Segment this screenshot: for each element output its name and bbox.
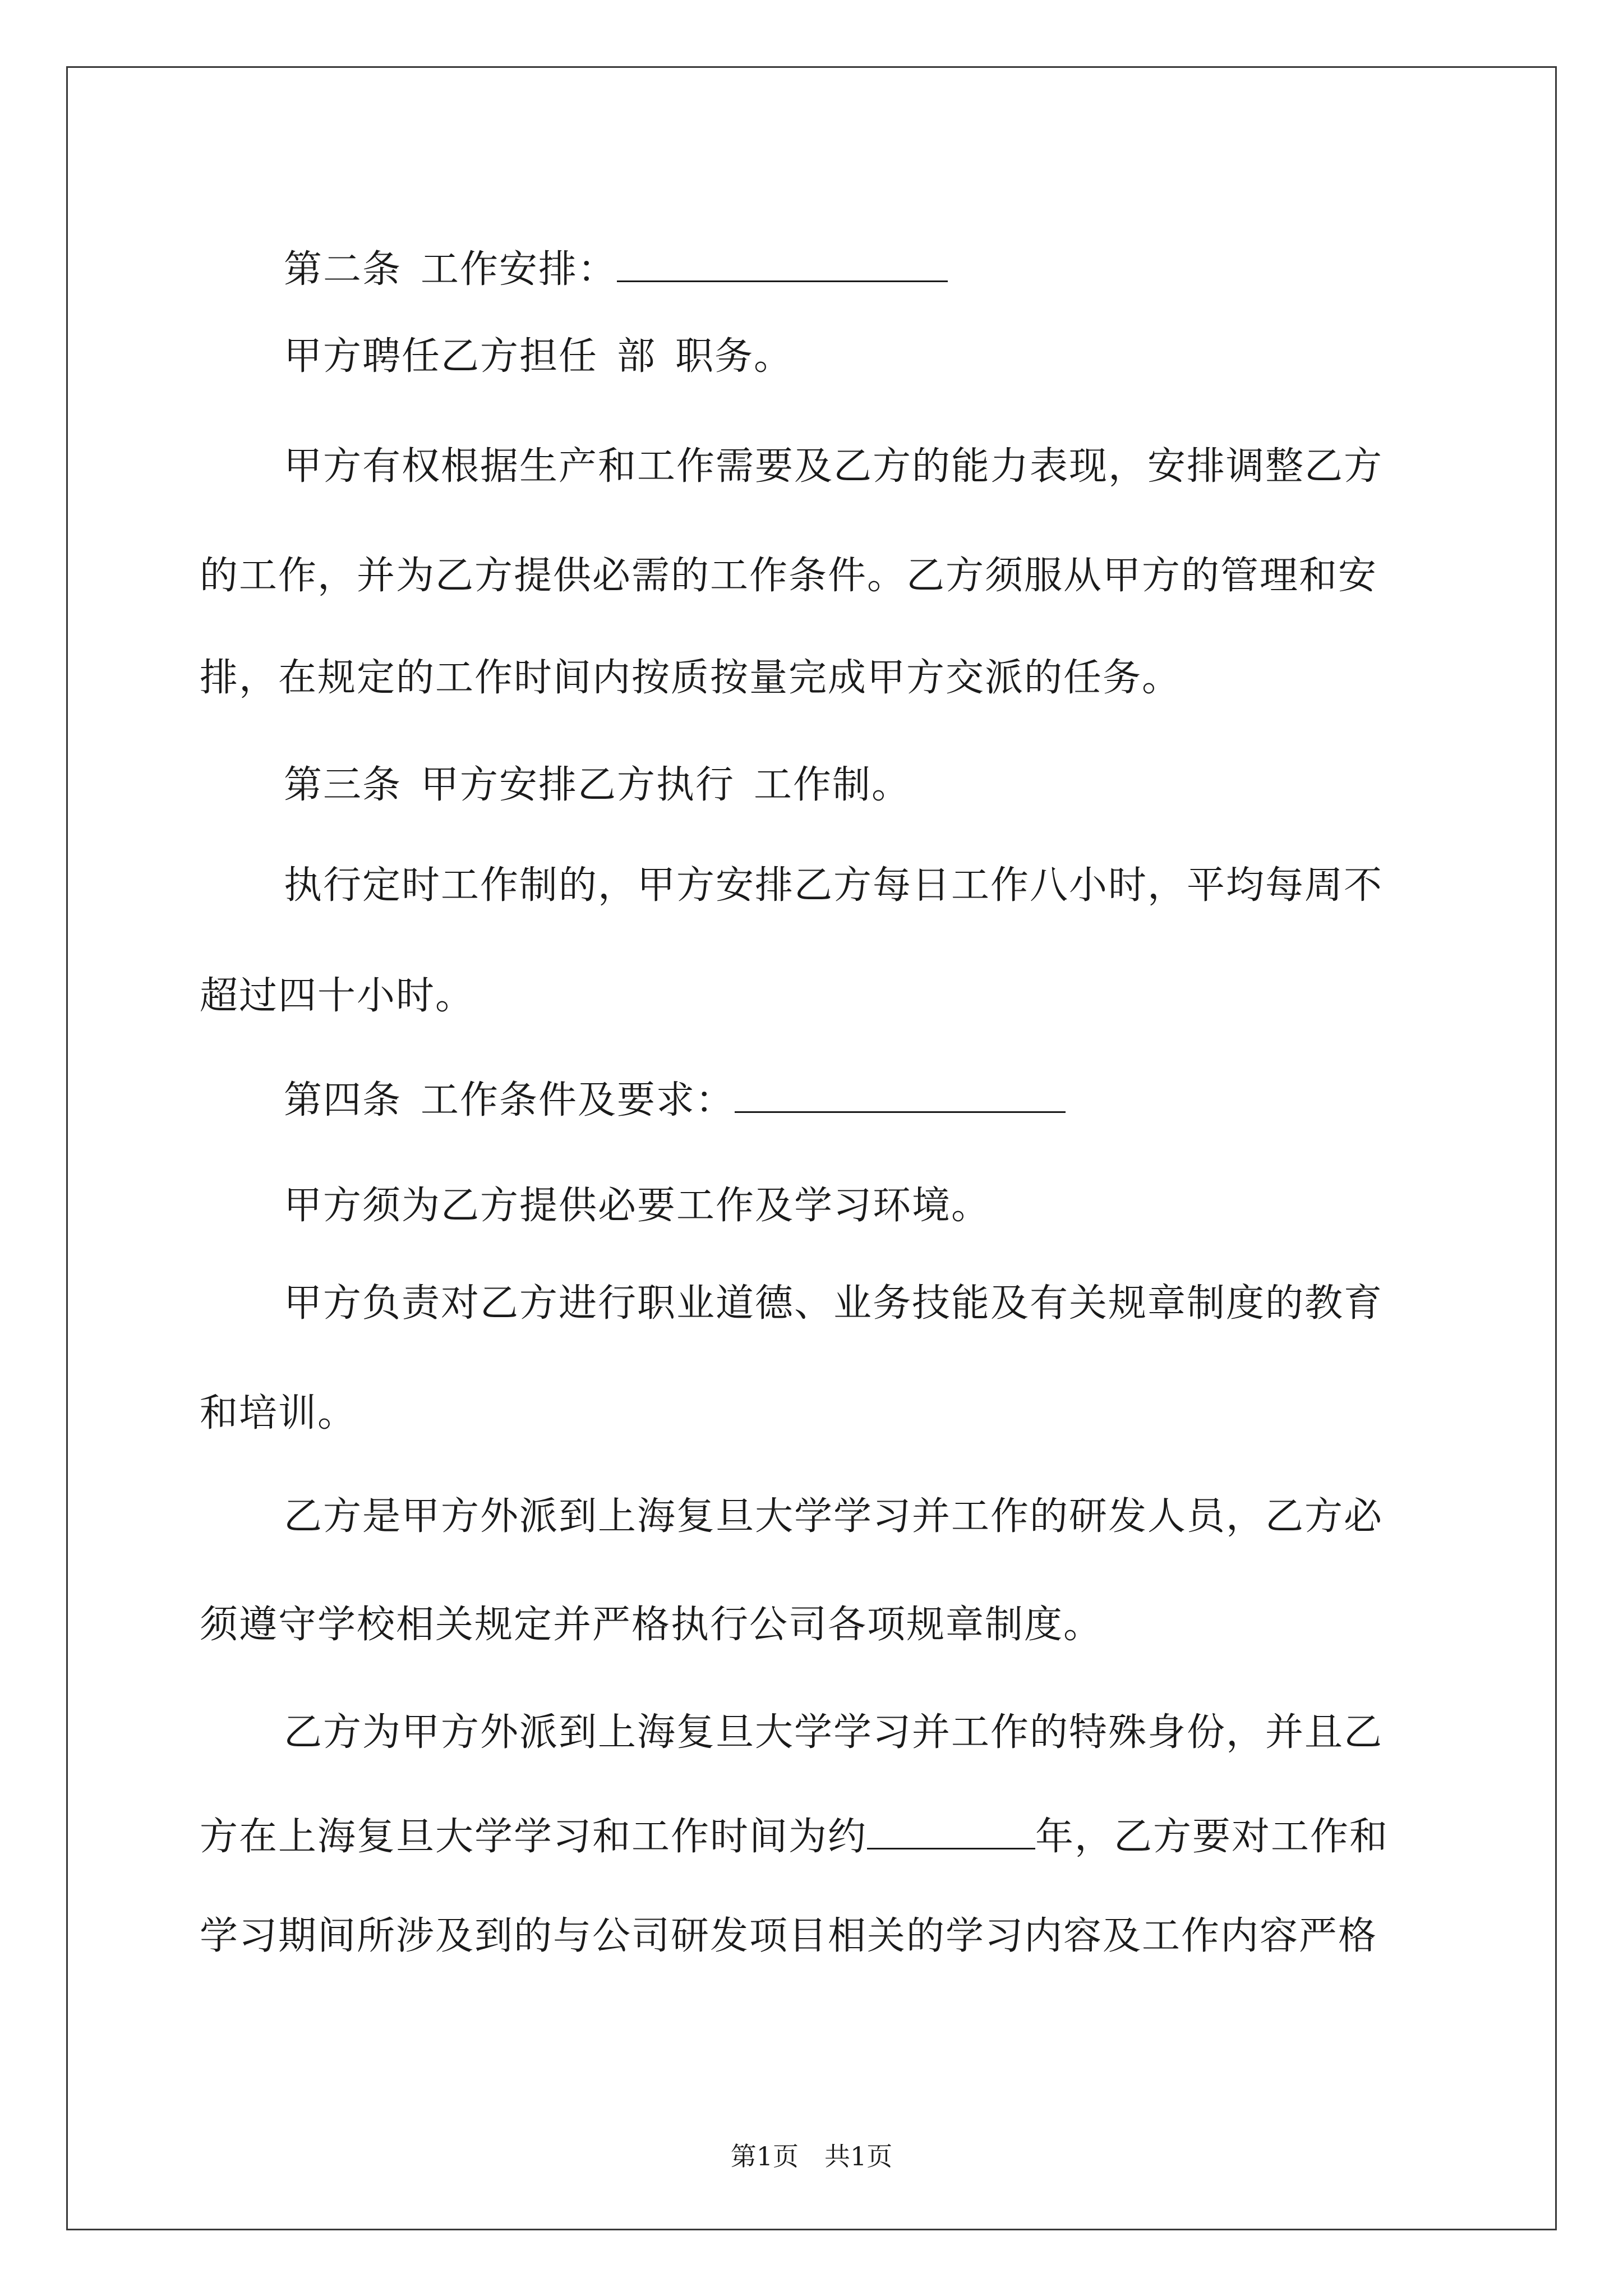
paragraph: 执行定时工作制的，甲方安排乙方每日工作八小时，平均每周不: [284, 863, 1384, 908]
fill-blank: [867, 1814, 1035, 1849]
article-label: 第二条: [284, 247, 402, 292]
paragraph: 甲方聘任乙方担任 部 职务。: [284, 334, 794, 379]
article-4-heading: 第四条 工作条件及要求：: [200, 1077, 1518, 1115]
paragraph-continued: 超过四十小时。: [200, 974, 475, 1018]
paragraph: 乙方是甲方外派到上海复旦大学学习并工作的研发人员，乙方必: [284, 1494, 1384, 1539]
page-border: [66, 66, 1557, 2230]
paragraph: 甲方须为乙方提供必要工作及学习环境。: [284, 1184, 991, 1228]
fill-blank: [617, 246, 948, 282]
fill-blank: [735, 1077, 1066, 1113]
paragraph-continued: 须遵守学校相关规定并严格执行公司各项规章制度。: [200, 1603, 1103, 1647]
paragraph-continued: 方在上海复旦大学学习和工作时间为约 年，乙方要对工作和: [200, 1814, 1433, 1852]
paragraph: 甲方有权根据生产和工作需要及乙方的能力表现，安排调整乙方: [284, 444, 1384, 489]
article-3-heading: 第三条 甲方安排乙方执行 工作制。: [284, 763, 911, 807]
page-number-footer: 第1页 共1页: [730, 2141, 893, 2171]
paragraph-continued: 排，在规定的工作时间内按质按量完成甲方交派的任务。: [200, 656, 1182, 700]
article-title: 工作安排：: [421, 247, 617, 292]
paragraph: 乙方为甲方外派到上海复旦大学学习并工作的特殊身份，并且乙: [284, 1710, 1384, 1755]
article-2-heading: [200, 246, 1518, 292]
paragraph-continued: 和培训。: [200, 1391, 357, 1435]
paragraph-continued: 学习期间所涉及到的与公司研发项目相关的学习内容及工作内容严格: [200, 1914, 1378, 1958]
paragraph: 甲方负责对乙方进行职业道德、业务技能及有关规章制度的教育: [284, 1281, 1384, 1326]
paragraph-continued: 的工作，并为乙方提供必需的工作条件。乙方须服从甲方的管理和安: [200, 554, 1378, 598]
